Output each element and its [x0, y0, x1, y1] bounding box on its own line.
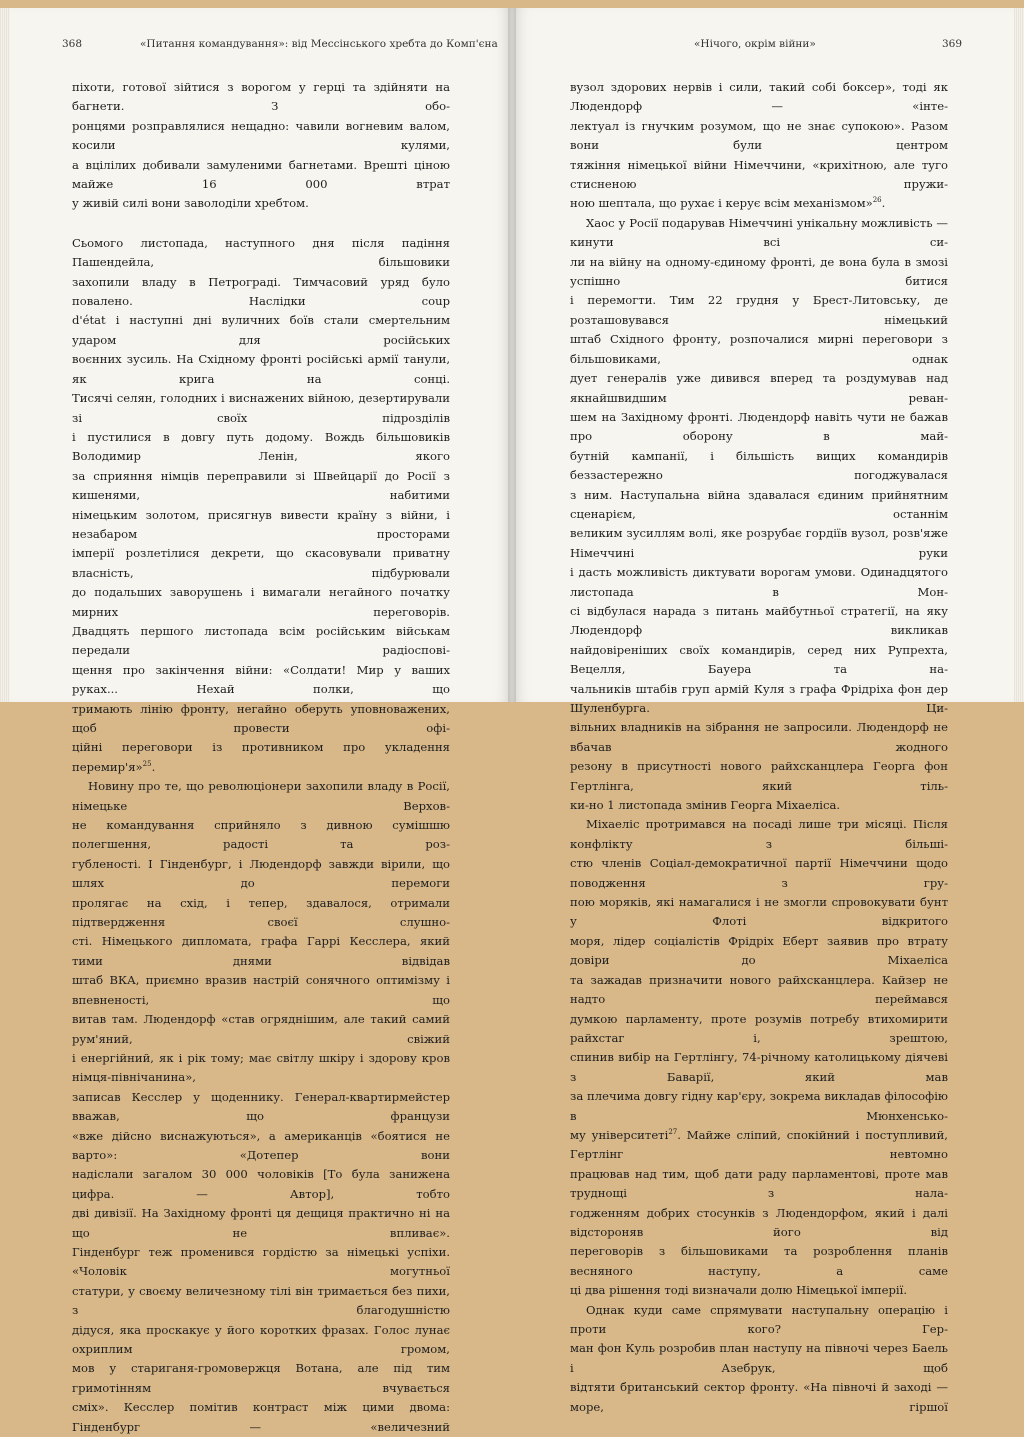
text-line: надіслали загалом 30 000 чоловіків [То була занижена цифра. — Автор], тобто [72, 1167, 450, 1201]
text-line: а вцілілих добивали замуленими багнетами. Врешті ціною майже 16 000 втрат [72, 157, 450, 192]
text-line: великим зусиллям волі, яке розрубає гордіїв вузол, розв'яже Німеччині руки [570, 526, 948, 560]
text-line: статури, у своєму величезному тілі він тримається без пихи, з благодушністю [72, 1283, 450, 1318]
text-line: резону в присутності нового райхсканцлера Георга фон Гертлінга, який тіль- [570, 759, 948, 793]
text-line: і пустилися в довгу путь додому. Вождь більшовиків Володимир Ленін, якого [72, 429, 450, 464]
text-line: Двадцять першого листопада всім російським військам передали радіосповi- [72, 623, 450, 658]
text-line: переговорів з більшовиками та розроблення планів весняного наступу, а саме [570, 1244, 948, 1278]
footnote-marker: 27 [668, 1128, 678, 1137]
text-line: німецьким золотом, присягнув вивести країну з війни, і незабаром просторами [72, 507, 450, 541]
text-line: піхоти, готової зійтися з ворогом у герці та здійняти на багнети. З обо- [72, 80, 450, 114]
text-line: і дасть можливість диктувати ворогам умови. Одинадцятого листопада в Мон- [570, 565, 948, 599]
book-spine [508, 8, 516, 702]
text-line: відтяти британський сектор фронту. «На півночі й заході — море, гіршої [570, 1380, 948, 1414]
text-line: лектуал із гнучким розумом, що не знає супокою». Разом вони були центром [570, 118, 948, 153]
text-line: не командування сприйняло з дивною сумішшю полегшення, радості та роз- [72, 818, 450, 852]
text-line: ман фон Куль розробив план наступу на півночі через Баель і Азебрук, щоб [570, 1341, 948, 1375]
text-line: дует генералів уже дивився вперед та роздумував над якнайшвидшим реван- [570, 371, 948, 405]
text-line: у живій силі вони заволоділи хребтом. [72, 196, 309, 211]
text-line: вузол здорових нервів і сили, такий собі боксер», тоді як Людендорф — «інте- [570, 80, 948, 114]
text-line: Новину про те, що революціонери захопили владу в Росії, німецьке Верхов- [72, 779, 450, 813]
text-line: штаб Східного фронту, розпочалися мирні переговори з більшовиками, однак [570, 332, 948, 366]
text-line: ційні переговори із противником про укладення перемир'я»$^{25}$. [72, 740, 450, 774]
text-line: тримають лінію фронту, негайно оберуть уповноважених, щоб провести офі- [72, 701, 450, 735]
left-page [10, 8, 512, 1434]
text-line: щення про закінчення війни: «Солдати! Мир у ваших руках... Нехай полки, що [72, 662, 450, 697]
text-line: штаб ВКА, приємно вразив настрій сонячного оптимізму і впевненості, що [72, 973, 450, 1007]
text-line: му університеті$^{27}$. Майже сліпий, спокійний і поступливий, Гертлінг невтомно [570, 1127, 948, 1162]
text-line: найдовіреніших своїх командирів, серед них Рупрехта, Вецелля, Бауера та на- [570, 642, 948, 677]
text-line: за сприяння німців переправили зі Швейцарії до Росії з кишенями, набитими [72, 468, 450, 503]
text-line: до подальших заворушень і вимагали негайного початку мирних переговорів. [72, 585, 450, 619]
text-line: ронцями розправлялися нещадно: чавили вогневим валом, косили кулями, [72, 118, 450, 153]
text-line: тяжіння німецької війни Німеччини, «крихітною, але туго стисненою пружи- [570, 157, 948, 192]
text-line: і енергійний, як і рік тому; має світлу шкіру і здорову кров німця-північанина», [72, 1050, 450, 1085]
text-line: Міхаеліс протримався на посаді лише три місяці. Після конфлікту з більші- [570, 817, 948, 851]
right-page [512, 8, 1014, 1414]
text-line: годженням добрих стосунків з Людендорфом, який і далі відстороняв його від [570, 1205, 948, 1239]
text-line: думкою парламенту, проте розумів потребу втихомирити райхстаг і, зрештою, [570, 1011, 948, 1045]
text-line: записав Кесслер у щоденнику. Генерал-квартирмейстер вважав, що французи [72, 1089, 450, 1124]
text-line: Однак куди саме спрямувати наступальну операцію і проти кого? Гер- [570, 1302, 948, 1336]
page-number: 369 [942, 38, 963, 50]
text-line: стю членів Соціал-демократичної партії Німеччини щодо поводження з гру- [570, 856, 948, 890]
text-line: «вже дійсно виснажуються», а американців «боятися не варто»: «Дотепер вони [72, 1128, 450, 1162]
text-line: ли на війну на одному-єдиному фронті, де вона була в змозі успішно битися [570, 254, 948, 289]
footnote-marker: 25 [142, 759, 152, 768]
text-line: сі відбулася нарада з питань майбутньої стратегії, на яку Людендорф викликав [570, 603, 948, 638]
text-line: захопили владу в Петрограді. Тимчасовий уряд було повалено. Наслідки coup [72, 274, 450, 309]
text-line: пою моряків, які намагалися і не змогли спровокувати бунт у Флоті відкритого [570, 895, 948, 929]
text-line: дідуся, яка проскакує у його коротких фразах. Голос лунає охриплим громом, [72, 1322, 450, 1356]
body-text [72, 78, 450, 1437]
text-line: воєнних зусиль. На Східному фронті російські армії танули, як крига на сонці. [72, 352, 450, 386]
text-line: і перемогти. Тим 22 грудня у Брест-Литовську, де розташовувався німецький [570, 293, 948, 327]
text-line: працював над тим, щоб дати раду парламентові, проте мав труднощі з нала- [570, 1166, 948, 1201]
running-head: «Питання командування»: від Мессінського хребта до Комп'єна [140, 38, 498, 50]
text-line: ці два рішення тоді визначали долю Німецької імперії. [570, 1283, 908, 1298]
text-line: Тисячі селян, голодних і виснажених війною, дезертирували зі своїх підрозділів [72, 391, 450, 425]
text-line: вільних владників на зібрання не запросили. Людендорф не вбачав жодного [570, 720, 948, 754]
text-line: ною шептала, що рухає і керує всім механізмом»$^{26}$. [570, 196, 886, 211]
text-line: за плечима довгу гідну кар'єру, зокрема викладав філософію в Мюнхенсько- [570, 1089, 948, 1123]
text-line: витав там. Людендорф «став огряднішим, але такий самий рум'яний, свіжий [72, 1012, 450, 1046]
page-edge-left [0, 8, 10, 702]
body-text [570, 78, 948, 1417]
page-edge-right [1014, 8, 1024, 702]
text-line: ки-но 1 листопада змінив Георга Міхаеліса. [570, 798, 841, 813]
text-line: d'état і наступні дні вуличних боїв стали смертельним ударом для російських [72, 313, 450, 347]
text-line: сміх». Кесслер помітив контраст між цими двома: Гінденбург — «величезний [72, 1400, 450, 1434]
text-line: чальників штабів груп армій Куля з графа Фрідріха фон дер Шуленбурга. Ци- [570, 681, 948, 715]
text-line: спинив вибір на Гертлінгу, 74-річному католицькому діячеві з Баварії, який мав [570, 1050, 948, 1084]
text-line: дві дивізії. На Західному фронті ця дещиця практично ні на що не впливає». [72, 1206, 450, 1240]
text-line: губленості. І Гінденбург, і Людендорф завжди вірили, що шлях до перемоги [72, 856, 450, 891]
footnote-marker: 26 [872, 196, 882, 205]
text-line: мов у стариганя-громовержця Вотана, але під тим гримотінням вчувається [72, 1361, 450, 1395]
page-number: 368 [62, 38, 83, 50]
text-line: Гінденбург теж променився гордістю за німецькі успіхи. «Чоловік могутньої [72, 1244, 450, 1279]
text-line: моря, лідер соціалістів Фрідріх Еберт заявив про втрату довіри до Міхаеліса [570, 933, 948, 968]
text-line: імперії розлетілися декрети, що скасовували приватну власність, підбурювали [72, 546, 450, 580]
text-line: Хаос у Росії подарував Німеччині унікальну можливість — кинути всі си- [570, 215, 948, 250]
running-head: «Нічого, окрім війни» [694, 38, 816, 50]
text-line: пролягає на схід, і тепер, здавалося, отримали підтвердження своєї слушно- [72, 895, 450, 930]
text-line: з ним. Наступальна війна здавалася єдиним прийнятним сценарієм, останнім [570, 487, 948, 521]
text-line: бутній кампанії, і більшість вищих командирів беззастережно погоджувалася [570, 448, 948, 483]
text-line: сті. Німецького дипломата, графа Гаррі Кесслера, який тими днями відвідав [72, 934, 450, 968]
text-line: та зажадав призначити нового райхсканцлера. Кайзер не надто переймався [570, 972, 948, 1007]
text-line: шем на Західному фронті. Людендорф навіть чути не бажав про оборону в май- [570, 409, 948, 444]
text-line: Сьомого листопада, наступного дня після падіння Пашендейла, більшовики [72, 235, 450, 270]
